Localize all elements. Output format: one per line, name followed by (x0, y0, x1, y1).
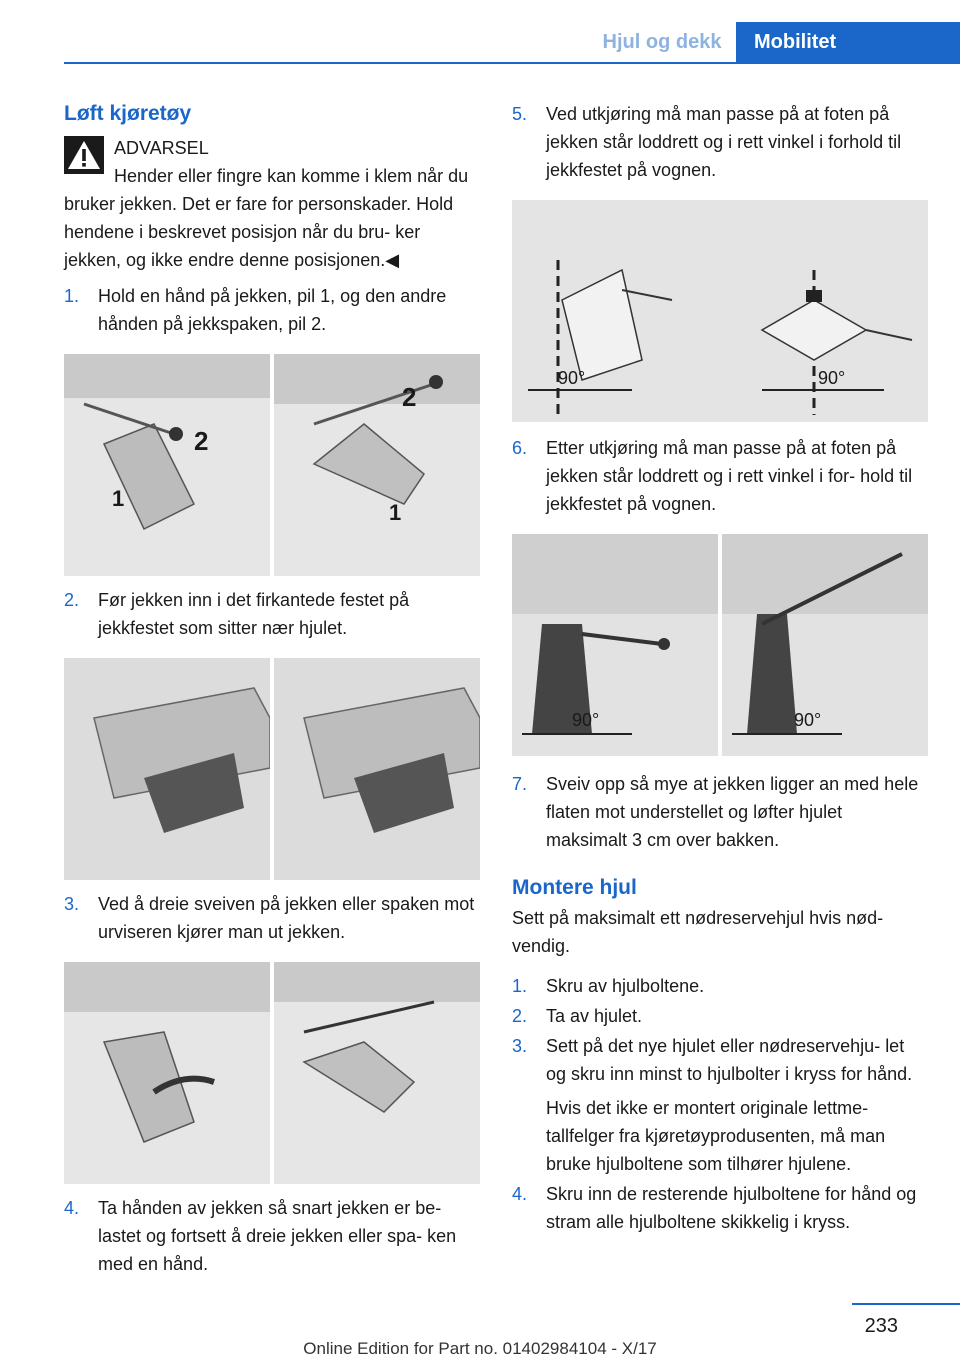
section-tab-mobility[interactable]: Mobilitet (736, 22, 960, 62)
step-number: 1. (64, 286, 80, 306)
step-6 (512, 434, 928, 518)
step-number: 4. (64, 1198, 80, 1218)
arrow-label: 1 (389, 500, 402, 525)
angle-label: 90° (572, 710, 600, 730)
figure-jack-hand-position (64, 354, 480, 576)
mount-step-1 (512, 972, 928, 1000)
figure-jack-crank-direction (64, 962, 480, 1184)
step-text: Ved å dreie sveiven på jekken eller spaken mot urviseren kjører man ut jekken. (98, 894, 475, 942)
heading-lift-vehicle: Løft kjøretøy (64, 102, 192, 125)
step-number: 6. (512, 438, 528, 458)
step-number: 2. (64, 590, 80, 610)
figure-jack-foot-angle (512, 200, 928, 422)
page-number: 233 (864, 1315, 898, 1337)
step-number: 7. (512, 774, 528, 794)
mount-step-2 (512, 1002, 928, 1030)
warning-title: ADVARSEL (114, 138, 209, 158)
edition-footer: Online Edition for Part no. 01402984104 - X/17 (303, 1339, 657, 1358)
angle-label: 90° (558, 368, 586, 388)
jack-mount-illustration (64, 658, 480, 880)
angle-label: 90° (794, 710, 822, 730)
arrow-label: 1 (112, 486, 125, 511)
step-text: Skru av hjulboltene. (546, 976, 705, 996)
step-3 (64, 890, 480, 946)
step-number: 1. (512, 976, 528, 996)
header-rule (64, 62, 960, 64)
step-text: Hvis det ikke er montert originale lettme‐ tallfelger fra kjøretøyprodusenten, må man bruke hjulboltene som tilhører hjulene. (546, 1098, 886, 1174)
step-number: 4. (512, 1184, 528, 1204)
figure-jack-foot-vertical (512, 534, 928, 756)
step-text: Ta av hjulet. (546, 1006, 643, 1026)
arrow-label: 2 (402, 382, 417, 412)
step-number: 3. (64, 894, 80, 914)
step-text: Skru inn de resterende hjulboltene for hånd og stram alle hjulboltene skikkelig i kryss. (546, 1184, 917, 1232)
step-number: 2. (512, 1006, 528, 1026)
step-text: Ta hånden av jekken så snart jekken er be‐ lastet og fortsett å dreie jekken eller spa‐ ken med en hånd. (98, 1198, 457, 1274)
warning-block (64, 134, 480, 274)
step-text: Hold en hånd på jekken, pil 1, og den andre hånden på jekkspaken, pil 2. (98, 286, 447, 334)
mount-step-4 (512, 1180, 928, 1236)
angle-label: 90° (818, 368, 846, 388)
left-column (64, 100, 480, 1278)
footer-rule (852, 1303, 960, 1305)
step-text: Før jekken inn i det firkantede festet på jekkfestet som sitter nær hjulet. (98, 590, 410, 638)
step-number: 3. (512, 1036, 528, 1056)
heading-mount-wheel: Montere hjul (512, 876, 637, 899)
step-text: Ved utkjøring må man passe på at foten på jekken står loddrett og i rett vinkel i forhold til jekkfestet på vognen. (546, 104, 902, 180)
step-text: Sett på det nye hjulet eller nødreservehju‐ let og skru inn minst to hjulbolter i kryss for hånd. (546, 1036, 913, 1084)
jack-crank-illustration (64, 962, 480, 1184)
figure-jack-mount-point (64, 658, 480, 880)
right-column (512, 100, 928, 1236)
step-1 (64, 282, 480, 338)
jack-hand-illustration (64, 354, 480, 576)
section-intro: Sett på maksimalt ett nødreservehjul hvis nød‐ vendig. (512, 908, 884, 956)
warning-triangle-icon (64, 136, 104, 174)
warning-text: Hender eller fingre kan komme i klem når du bruker jekken. Det er fare for personskader. Hold hendene i beskrevet posisjon når du bru‐ ker jekken, og ikke endre denne posisjonen.◀ (64, 166, 469, 270)
step-text: Sveiv opp så mye at jekken ligger an med hele flaten mot understellet og løfter hjulet maksimalt 3 cm over bakken. (546, 774, 919, 850)
section-tab-wheels[interactable]: Hjul og dekk (602, 31, 722, 53)
mount-step-3-note (512, 1094, 928, 1178)
page-header (0, 0, 960, 62)
step-7 (512, 770, 928, 854)
step-text: Etter utkjøring må man passe på at foten på jekken står loddrett og i rett vinkel i for‐ hold til jekkfestet på vognen. (546, 438, 913, 514)
step-number: 5. (512, 104, 528, 124)
step-2 (64, 586, 480, 642)
step-4 (64, 1194, 480, 1278)
arrow-label: 2 (194, 426, 209, 456)
mount-step-3 (512, 1032, 928, 1088)
step-5 (512, 100, 928, 184)
